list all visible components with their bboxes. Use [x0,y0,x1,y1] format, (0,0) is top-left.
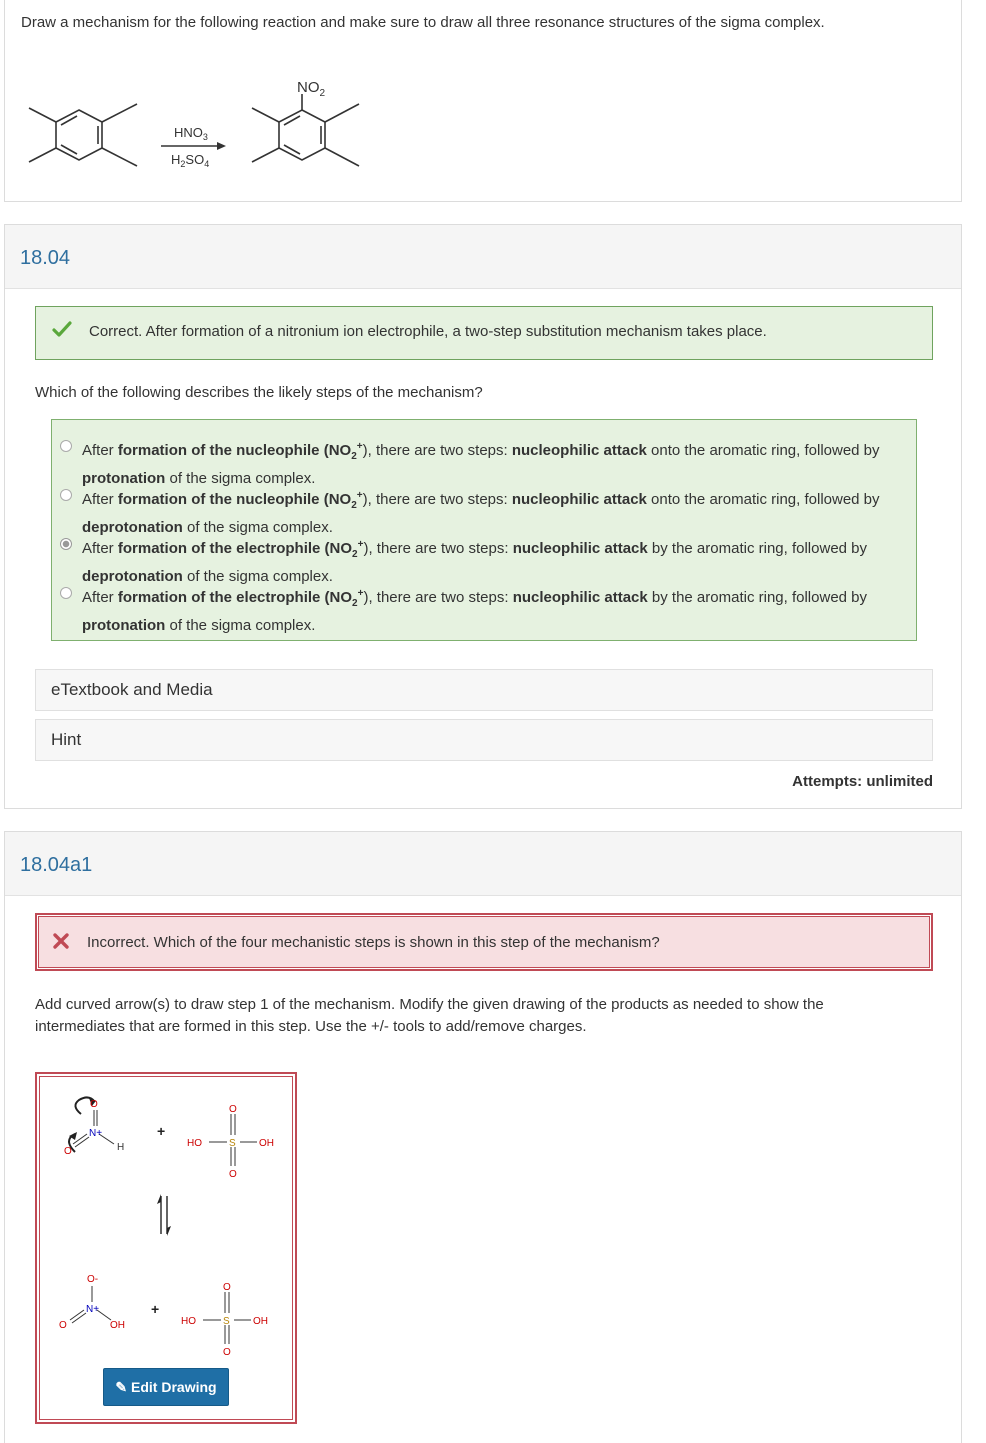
mol-oh-bottom-left: OH [110,1320,125,1331]
mol-o-minus: O- [87,1274,99,1285]
svg-text:O: O [59,1320,67,1331]
reactant-molecule [29,104,137,166]
choice-4[interactable]: After formation of the electrophile $(NO_2^+)$, there are two steps: nucleophilic attack by the aromatic ring, followed by protonation of the sigma complex. [60,583,910,637]
reagent-top: $HNO_3$ [174,125,208,142]
choices-group [51,419,917,641]
radio-button[interactable] [60,440,72,452]
question-prompt: Which of the following describes the likely steps of the mechanism? [35,384,483,401]
question-text: Draw a mechanism for the following reaction and make sure to draw all three resonance structures of the sigma complex. [21,14,825,31]
incorrect-feedback [35,913,933,971]
product-molecule [252,94,359,166]
reaction-scheme [19,70,419,200]
mechanism-drawing [37,1074,293,1364]
etextbook-label: eTextbook and Media [51,680,213,699]
section-number: 18.04 [20,247,71,269]
feedback-text: Correct. After formation of a nitronium ion electrophile, a two-step substitution mechanism takes place. [89,323,767,340]
hint-label: Hint [51,730,82,749]
edit-drawing-button[interactable] [103,1368,229,1406]
svg-text:O: O [223,1347,231,1358]
reaction-arrow [161,125,226,169]
mol-o-left: O [64,1146,72,1157]
choice-2[interactable]: After formation of the nucleophile $(NO_2^+)$, there are two steps: nucleophilic attack onto the aromatic ring, followed by deprotonation of the sigma complex. [60,485,910,539]
drawing-canvas[interactable] [35,1072,297,1424]
section-header [5,225,961,289]
x-mark-icon [52,932,70,954]
section-header [5,832,961,896]
reagent-bottom: $H_2SO_4$ [171,152,210,169]
mol-n-plus: N+ [89,1128,103,1139]
mol-o-top: O [90,1099,98,1110]
section-18-04a1 [4,831,962,1443]
mol-ho-top: HO [187,1138,202,1149]
plus-sign-top: + [157,1123,166,1139]
attempts-text: Attempts: unlimited [792,773,933,790]
svg-text:N+: N+ [86,1304,100,1315]
mol-h: H [117,1142,125,1153]
mol-ho-bottom: HO [181,1316,196,1327]
svg-text:S: S [223,1316,230,1327]
checkmark-icon [52,320,72,342]
correct-feedback [35,306,933,360]
svg-text:O: O [229,1104,237,1115]
choice-3[interactable]: After formation of the electrophile $(NO_2^+)$, there are two steps: nucleophilic attack by the aromatic ring, followed by deprotonation of the sigma complex. [60,534,910,588]
question-card [4,0,962,202]
pencil-icon: ✎ [115,1378,128,1395]
section-number: 18.04a1 [20,854,93,876]
edit-drawing-label: Edit Drawing [131,1378,217,1395]
plus-sign-bottom: + [151,1301,160,1317]
radio-button-selected[interactable] [60,538,72,550]
question-prompt: Add curved arrow(s) to draw step 1 of the mechanism. Modify the given drawing of the products as needed to show the intermediates that are formed in this step. Use the +/- tools to add/remove charges. [35,996,824,1035]
radio-button[interactable] [60,489,72,501]
product-no2-label: $NO_2$ [297,79,326,99]
svg-text:O: O [229,1169,237,1180]
section-18-04 [4,224,962,809]
svg-text:S: S [229,1138,236,1149]
choice-1[interactable]: After formation of the nucleophile $(NO_2^+)$, there are two steps: nucleophilic attack onto the aromatic ring, followed by protonation of the sigma complex. [60,436,910,490]
radio-button[interactable] [60,587,72,599]
feedback-text: Incorrect. Which of the four mechanistic steps is shown in this step of the mechanism? [87,934,660,951]
mol-oh-bottom: OH [253,1316,268,1327]
mol-oh-top: OH [259,1138,274,1149]
hint-panel[interactable] [35,719,933,761]
etextbook-media-panel[interactable] [35,669,933,711]
svg-text:O: O [223,1282,231,1293]
